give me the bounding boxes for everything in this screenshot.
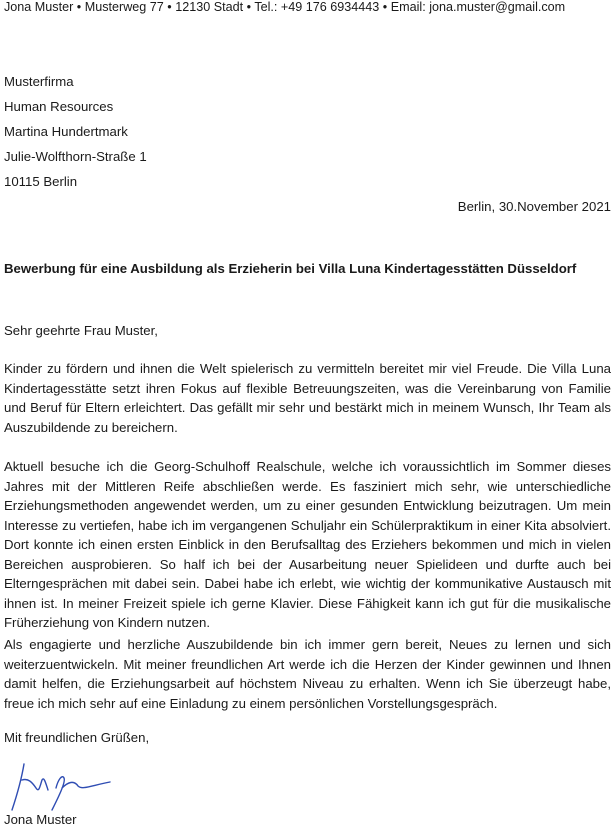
signature-name: Jona Muster (4, 812, 77, 827)
subject-line: Bewerbung für eine Ausbildung als Erzieherin bei Villa Luna Kindertagesstätten Düsseldorf (4, 261, 577, 276)
handwritten-signature (6, 758, 116, 814)
sender-line: Jona Muster • Musterweg 77 • 12130 Stadt • Tel.: +49 176 6934443 • Email: jona.muster@gmail.com (4, 0, 566, 14)
recipient-street: Julie-Wolfthorn-Straße 1 (4, 149, 147, 164)
recipient-city: 10115 Berlin (4, 174, 78, 189)
body-paragraph-3: Als engagierte und herzliche Auszubildende bin ich immer gern bereit, Neues zu lernen und sich weiterzuentwickeln. Mit meiner freundlichen Art werde ich die Herzen der Kinder gewinnen und Ihnen damit helfen, die Erziehungsarbeit auf höchstem Niveau zu erhalten. Wenn ich Sie überzeugt habe, freue ich mich sehr auf eine Einladung zu einem persönlichen Vorstellungsgespräch. (4, 637, 611, 711)
recipient-company: Musterfirma (4, 74, 74, 89)
signature-stroke (12, 764, 110, 810)
salutation: Sehr geehrte Frau Muster, (4, 323, 158, 338)
closing: Mit freundlichen Grüßen, (4, 730, 150, 745)
body-paragraph-1: Kinder zu fördern und ihnen die Welt spielerisch zu vermitteln bereitet mir viel Freude. Die Villa Luna Kindertagesstätte setzt ihren Fokus auf flexible Betreuungszeiten, was die Vereinbarung von Familie und Beruf für Eltern erleichtert. Das gefällt mir sehr und bestärkt mich in meinem Wunsch, Ihr Team als Auszubildende zu bereichern. (4, 361, 611, 435)
recipient-person: Martina Hundertmark (4, 124, 128, 139)
recipient-department: Human Resources (4, 99, 114, 114)
body-paragraph-2: Aktuell besuche ich die Georg-Schulhoff Realschule, welche ich voraussichtlich im Sommer dieses Jahres mit der Mittleren Reife abschließen werde. Es fasziniert mich sehr, wie unterschiedliche Erziehungsmethoden angewendet werden, um zu einer gesunden Entwicklung beizutragen. Um mein Interesse zu vertiefen, habe ich im vergangenen Schuljahr ein Schülerpraktikum in einer Kita absolviert. Dort konnte ich einen ersten Einblick in den Berufsalltag des Erziehers bekommen und mich in vielen Bereichen ausprobieren. So half ich bei der Ausarbeitung neuer Spielideen und durfte auch bei Elterngesprächen mit dabei sein. Dabei habe ich erlebt, wie wichtig der kommunikative Austausch mit ihnen ist. In meiner Freizeit spiele ich gerne Klavier. Diese Fähigkeit kann ich gut für die musikalische Früherziehung von Kindern nutzen. (4, 459, 611, 630)
date-line: Berlin, 30.November 2021 (457, 199, 611, 214)
